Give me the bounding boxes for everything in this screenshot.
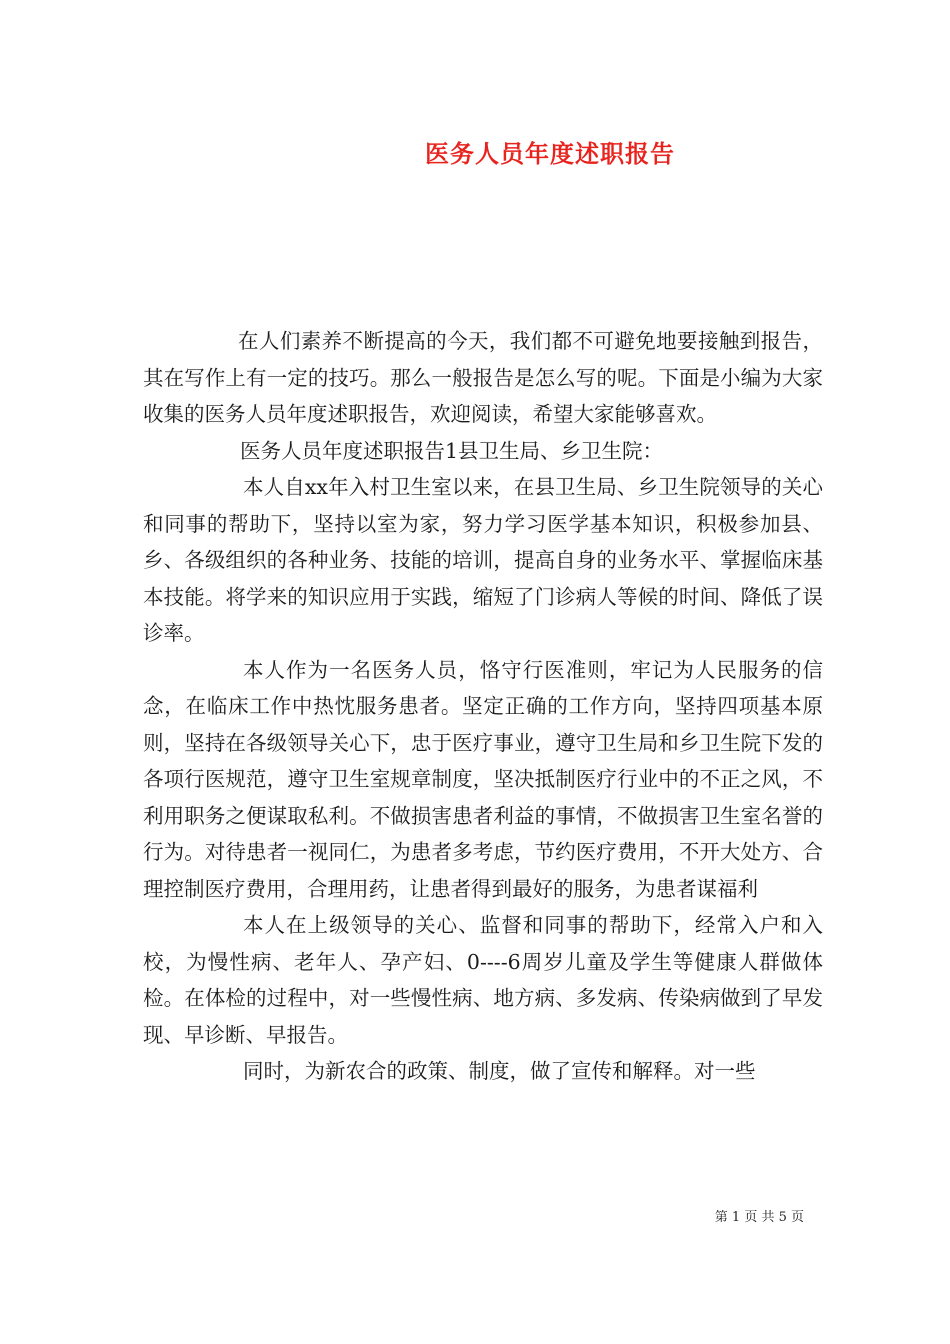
document-title: 医务人员年度述职报告 <box>425 139 675 168</box>
paragraph-ethics: 本人作为一名医务人员，恪守行医准则，牢记为人民服务的信念，在临床工作中热忱服务患者。坚定正确的工作方向，坚持四项基本原则，坚持在各级领导关心下，忠于医疗事业，遵守卫生局和乡卫生院下发的各项行医规范，遵守卫生室规章制度，坚决抵制医疗行业中的不正之风，不利用职务之便谋取私利。不做损害患者利益的事情，不做损害卫生室名誉的行为。对待患者一视同仁，为患者多考虑，节约医疗费用，不开大处方、合理控制医疗费用，合理用药，让患者得到最好的服务，为患者谋福利 <box>143 657 823 901</box>
document-body <box>143 323 823 1090</box>
paragraph-report-heading: 医务人员年度述职报告1县卫生局、乡卫生院： <box>240 438 664 463</box>
paragraph-intro: 在人们素养不断提高的今天，我们都不可避免地要接触到报告，其在写作上有一定的技巧。那么一般报告是怎么写的呢。下面是小编为大家收集的医务人员年度述职报告，欢迎阅读，希望大家能够喜欢。 <box>143 329 823 426</box>
page-number-footer: 第 1 页 共 5 页 <box>714 1210 804 1225</box>
paragraph-checkups: 本人在上级领导的关心、监督和同事的帮助下，经常入户和入校，为慢性病、老年人、孕产妇、0----6周岁儿童及学生等健康人群做体检。在体检的过程中，对一些慢性病、地方病、多发病、传染病做到了早发现、早诊断、早报告。 <box>143 913 823 1047</box>
paragraph-insurance: 同时，为新农合的政策、制度，做了宣传和解释。对一些 <box>243 1059 756 1083</box>
paragraph-study: 本人自xx年入村卫生室以来，在县卫生局、乡卫生院领导的关心和同事的帮助下，坚持以室为家，努力学习医学基本知识，积极参加县、乡、各级组织的各种业务、技能的培训，提高自身的业务水平、掌握临床基本技能。将学来的知识应用于实践，缩短了门诊病人等候的时间、降低了误诊率。 <box>143 475 823 645</box>
